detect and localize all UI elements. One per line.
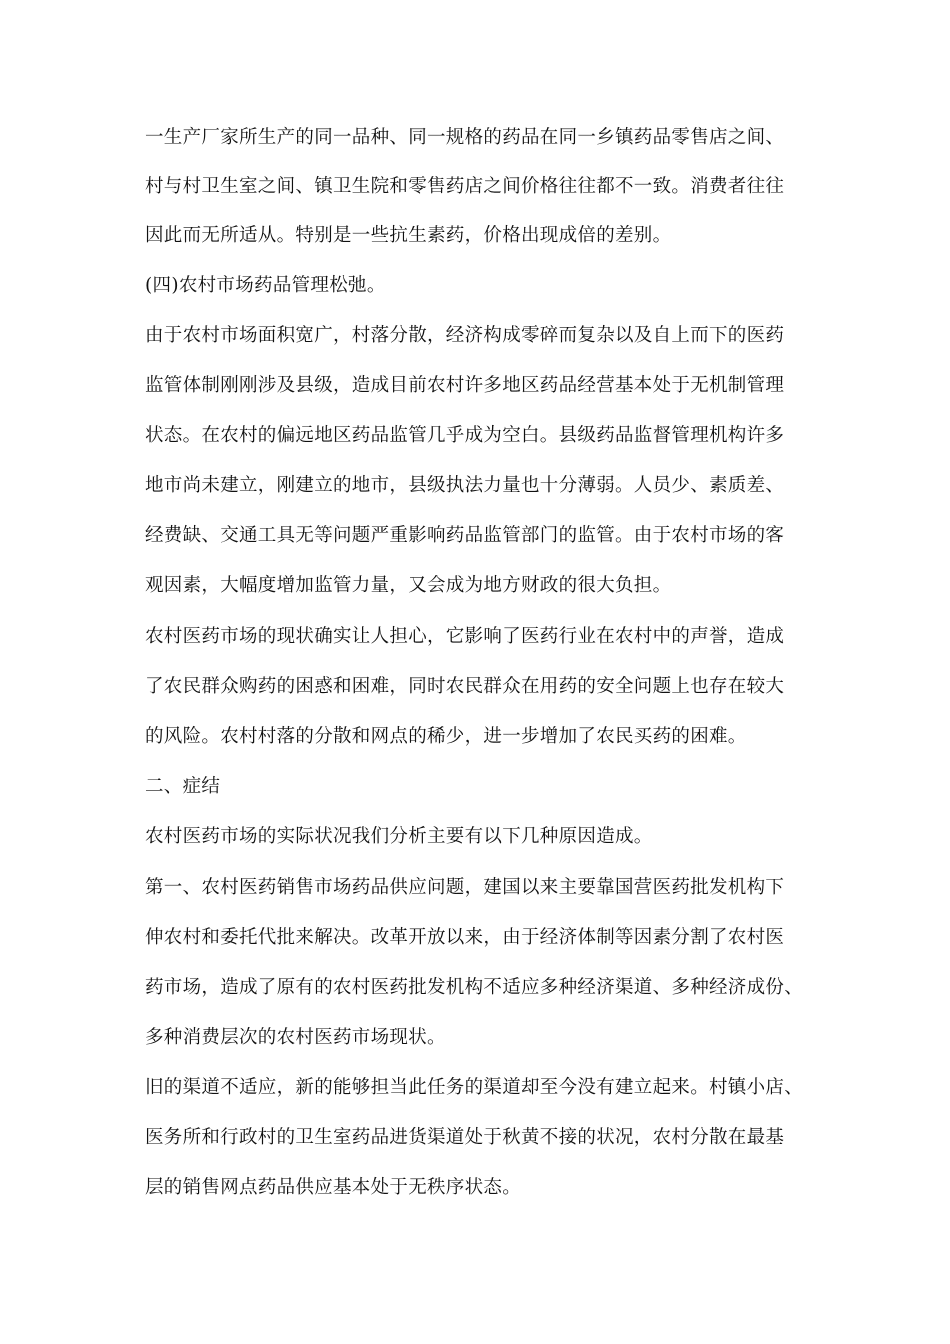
text-line-10: 观因素，大幅度增加监管力量，又会成为地方财政的很大负担。 — [145, 575, 672, 596]
section-heading-2: 二、症结 — [145, 776, 221, 797]
text-line-16: 第一、农村医药销售市场药品供应问题，建国以来主要靠国营医药批发机构下 — [145, 877, 785, 898]
text-line-5: 由于农村市场面积宽广，村落分散，经济构成零碎而复杂以及自上而下的医药 — [145, 325, 785, 346]
text-line-22: 层的销售网点药品供应基本处于无秩序状态。 — [145, 1177, 522, 1198]
text-line-3: 因此而无所适从。特别是一些抗生素药，价格出现成倍的差别。 — [145, 225, 672, 246]
text-line-2: 村与村卫生室之间、镇卫生院和零售药店之间价格往往都不一致。消费者往往 — [145, 176, 785, 197]
text-line-21: 医务所和行政村的卫生室药品进货渠道处于秋黄不接的状况，农村分散在最基 — [145, 1127, 785, 1148]
text-line-9: 经费缺、交通工具无等问题严重影响药品监管部门的监管。由于农村市场的客 — [145, 525, 785, 546]
text-line-12: 了农民群众购药的困惑和困难，同时农民群众在用药的安全问题上也存在较大 — [145, 676, 785, 697]
text-line-1: 一生产厂家所生产的同一品种、同一规格的药品在同一乡镇药品零售店之间、 — [145, 127, 785, 148]
text-line-19: 多种消费层次的农村医药市场现状。 — [145, 1027, 446, 1048]
text-line-13: 的风险。农村村落的分散和网点的稀少，进一步增加了农民买药的困难。 — [145, 726, 747, 747]
text-line-7: 状态。在农村的偏远地区药品监管几乎成为空白。县级药品监督管理机构许多 — [145, 425, 785, 446]
text-line-8: 地市尚未建立，刚建立的地市，县级执法力量也十分薄弱。人员少、素质差、 — [145, 475, 785, 496]
text-line-6: 监管体制刚刚涉及县级，造成目前农村许多地区药品经营基本处于无机制管理 — [145, 375, 785, 396]
text-line-11: 农村医药市场的现状确实让人担心，它影响了医药行业在农村中的声誉，造成 — [145, 626, 785, 647]
text-line-17: 伸农村和委托代批来解决。改革开放以来，由于经济体制等因素分割了农村医 — [145, 927, 785, 948]
section-heading-4: (四)农村市场药品管理松弛。 — [145, 275, 386, 296]
text-line-15: 农村医药市场的实际状况我们分析主要有以下几种原因造成。 — [145, 826, 653, 847]
text-line-18: 药市场，造成了原有的农村医药批发机构不适应多种经济渠道、多种经济成份、 — [145, 977, 804, 998]
text-line-20: 旧的渠道不适应，新的能够担当此任务的渠道却至今没有建立起来。村镇小店、 — [145, 1077, 804, 1098]
